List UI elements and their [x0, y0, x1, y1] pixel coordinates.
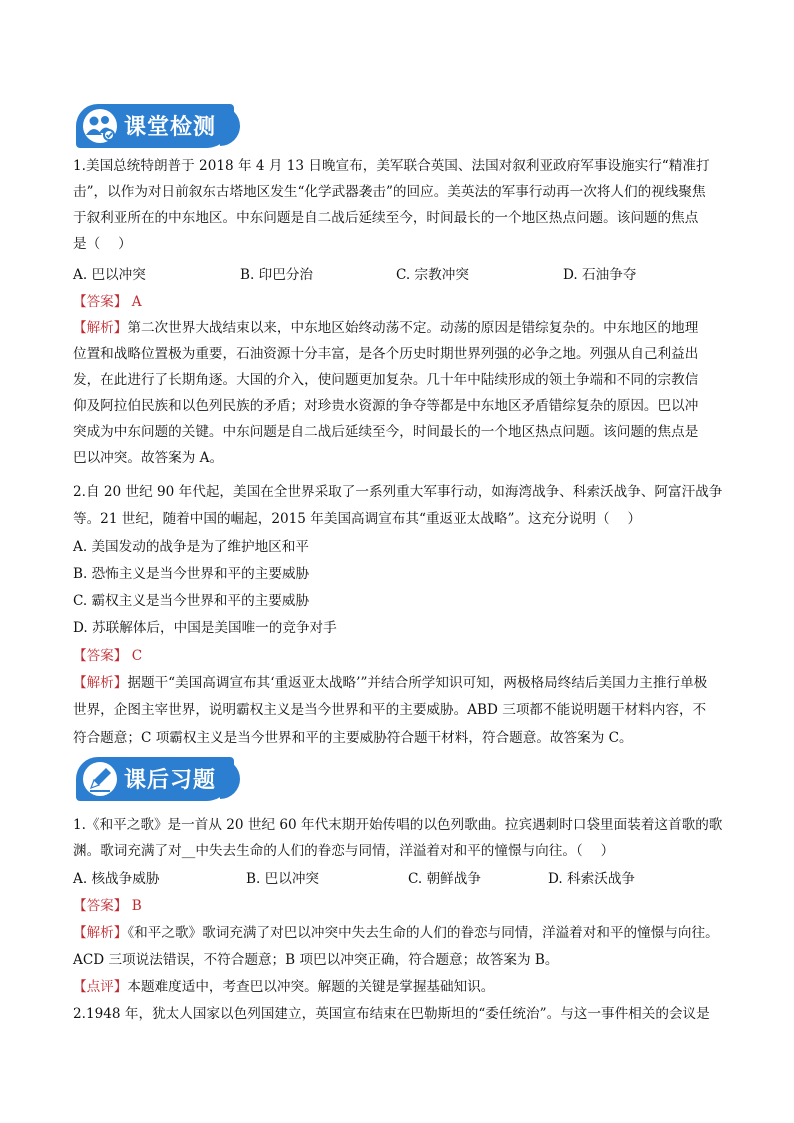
option-a: A. 核战争威胁: [73, 871, 160, 887]
option-d: D. 科索沃战争: [548, 871, 636, 887]
answer-tag: 【答案】: [73, 898, 128, 914]
answer-line: [73, 292, 142, 312]
option-a: A. 巴以冲突: [73, 267, 146, 283]
question-text: 2.自 20 世纪 90 年代起，美国在全世界采取了一系列重大军事行动，如海湾战争、科索沃战争、阿富汗战争: [73, 484, 723, 500]
answer-line: [73, 646, 142, 666]
explanation-text: 发，在此进行了长期角逐。大国的介入，使问题更加复杂。几十年中陆续形成的领土争端和不同的宗教信: [73, 372, 699, 388]
explanation-tag: 【解析】: [73, 675, 128, 691]
section-header-classroom-test: [76, 104, 236, 152]
answer-tag: 【答案】: [73, 294, 128, 310]
explanation-text: 仰及阿拉伯民族和以色列民族的矛盾；对珍贵水资源的争夺等都是中东地区矛盾错综复杂的原因。巴以冲: [73, 398, 699, 414]
explanation-text: 巴以冲突。故答案为 A。: [73, 450, 224, 466]
explanation-text: 突成为中东问题的关键。中东问题是自二战后延续至今，时间最长的一个地区热点问题。该问题的焦点是: [73, 424, 699, 440]
explanation-tag: 【解析】: [73, 320, 128, 336]
explanation-line: [73, 673, 707, 693]
explanation-tag: 【解析】: [73, 925, 128, 941]
answer-value: C: [131, 648, 143, 664]
option-c: C. 宗教冲突: [396, 267, 469, 283]
question-text: 1.《和平之歌》是一首从 20 世纪 60 年代末期开始传唱的以色列歌曲。拉宾遇刺时口袋里面装着这首歌的歌: [73, 817, 723, 833]
question-text: 1.美国总统特朗普于 2018 年 4 月 13 日晚宣布，美军联合英国、法国对叙利亚政府军事设施实行“精准打: [73, 158, 710, 174]
section-title: 课后习题: [124, 768, 217, 793]
comment-text: 本题难度适中，考查巴以冲突。解题的关键是掌握基础知识。: [127, 979, 495, 995]
answer-value: B: [131, 898, 142, 914]
explanation-text: 位置和战略位置极为重要，石油资源十分丰富，是各个历史时期世界列强的必争之地。列强从自己利益出: [73, 346, 699, 362]
option-b: B. 恐怖主义是当今世界和平的主要威胁: [73, 566, 310, 582]
section-header-homework: [76, 757, 236, 805]
comment-line: [73, 977, 494, 997]
explanation-line: [73, 923, 719, 943]
option-b: B. 印巴分治: [240, 267, 314, 283]
question-text: 等。21 世纪，随着中国的崛起，2015 年美国高调宣布其“重返亚太战略”。这充分说明（ ）: [73, 511, 642, 527]
answer-value: A: [131, 294, 142, 310]
option-d: D. 石油争夺: [563, 267, 637, 283]
option-c: C. 霸权主义是当今世界和平的主要威胁: [73, 593, 310, 609]
option-d: D. 苏联解体后，中国是美国唯一的竞争对手: [73, 620, 337, 636]
pencil-icon: [80, 760, 120, 798]
explanation-text: 《和平之歌》歌词充满了对巴以冲突中失去生命的人们的眷恋与同情，洋溢着对和平的憧憬与向往。: [127, 925, 719, 941]
option-b: B. 巴以冲突: [246, 871, 320, 887]
explanation-text: 据题干“美国高调宣布其‘重返亚太战略’”并结合所学知识可知，两极格局终结后美国力主推行单极: [127, 675, 708, 691]
question-text: 2.1948 年，犹太人国家以色列国建立，英国宣布结束在巴勒斯坦的“委任统治”。与这一事件相关的会议是: [73, 1006, 710, 1022]
explanation-text: 第二次世界大战结束以来，中东地区始终动荡不定。动荡的原因是错综复杂的。中东地区的地理: [127, 320, 699, 336]
comment-tag: 【点评】: [73, 979, 128, 995]
explanation-text: 符合题意；C 项霸权主义是当今世界和平的主要威胁符合题干材料，符合题意。故答案为 C。: [73, 730, 633, 746]
question-text: 击”，以作为对日前叙东古塔地区发生“化学武器袭击”的回应。美英法的军事行动再一次将人们的视线聚焦: [73, 184, 706, 200]
question-text: 于叙利亚所在的中东地区。中东问题是自二战后延续至今，时间最长的一个地区热点问题。该问题的焦点: [73, 210, 699, 226]
explanation-text: 世界，企图主宰世界，说明霸权主义是当今世界和平的主要威胁。ABD 三项都不能说明题干材料内容，不: [73, 702, 707, 718]
explanation-text: ACD 三项说法错误，不符合题意；B 项巴以冲突正确，符合题意；故答案为 B。: [73, 952, 559, 968]
explanation-line: [73, 318, 698, 338]
people-icon: [80, 107, 120, 145]
section-title: 课堂检测: [124, 115, 217, 140]
option-a: A. 美国发动的战争是为了维护地区和平: [73, 539, 309, 555]
question-text: 渊。歌词充满了对__中失去生命的人们的眷恋与同情，洋溢着对和平的憧憬与向往。（ ）: [73, 843, 615, 859]
answer-tag: 【答案】: [73, 648, 128, 664]
question-text: 是（ ）: [73, 236, 132, 252]
option-c: C. 朝鲜战争: [408, 871, 481, 887]
answer-line: [73, 896, 142, 916]
